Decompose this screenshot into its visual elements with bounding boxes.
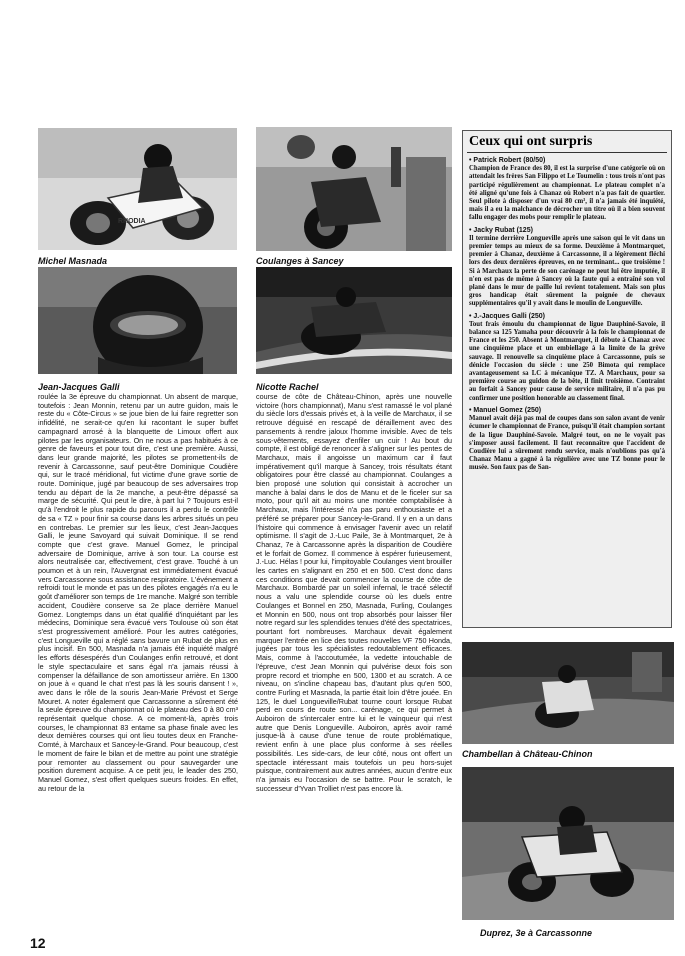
caption-nicotte-rachel: Nicotte Rachel [256,382,319,392]
sidebar-entry-name: • Jacky Rubat (125) [469,226,533,234]
caption-duprez-carcassonne: Duprez, 3e à Carcassonne [480,928,593,938]
sidebar-box [462,130,672,628]
photo-duprez-carcassonne [462,767,674,920]
sidebar-entry-name: • J.-Jacques Galli (250) [469,312,545,320]
page-number: 12 [30,935,46,951]
caption-michel-masnada: Michel Masnada [38,256,108,266]
sidebar-entry [469,227,665,309]
article-column-1 [38,393,238,925]
caption-coulanges-sancey: Coulanges à Sancey [256,256,344,266]
photo-jean-jacques-galli [38,267,237,374]
caption-chambellan-chateau-chinon: Chambellan à Château-Chinon [462,749,593,759]
sidebar-divider [467,152,667,153]
sidebar-entry-text: Il termine derrière Longueville après une saison qui le vit dans un premier temps au mieux de sa forme. Deuxième à Montmarquet, premier à Chanaz, deuxième à Carcassonne, il a légèrement fléchi lors des deux dernières épreuves, en ne terminant... que troisième ! Si à Marchaux la perte de son carénage ne peut lui être imputée, il n'en est pas de même à Sancey où la faute qui a entraîné son vol plané dans le mur de paille lui revient totalement. Mais son plus gros handicap était sûrement la poignée de chevaux supplémentaires qu'il y avait dans le moulin de Longueville. [469,234,665,308]
article-column-2 [256,393,452,925]
article-column-1-text: roulée la 3e épreuve du championnat. Un absent de marque, toutefois : Jean Monnin, retenu par un autre guidon, mais le reste du « Côte-Circus » se joue bien de lui faire regretter son infidélité, ne serait-ce qu'en lui racontant le super buffet campagnard arrosé à la blanquette de Limoux offert aux pilotes par les organisateurs. On ne nous a pas habitués à ce genre de faveurs et pour tout dire, c'est une première. Aussi, dans leur grande majorité, les pilotes se promettent-ils de revenir à Carcassonne, sauf peut-être Dominique Coudière qui, sur le tracé méridional, fut victime d'une grave sortie de route. Dominique, jugé par beaucoup de ses adversaires trop tendu au départ de la 2e manche, a peut-être dépassé sa marge de sécurité. Qui peut le dire, à part lui ? Toujours est-il qu'à l'endroit le plus rapide du parcours il a perdu le contrôle de sa « TZ » pour finir sa course dans les arbres situés un peu en contrebas. Le premier sur les lieux, c'est Jean-Jacques Galli, le jeune Savoyard qui suivait Dominique. Il se rend compte que c'est grave. Manuel Gomez, le principal adversaire de Dominique, arrive à son tour. La course est alors neutralisée car, effectivement, c'est grave. Touché à un poumon et à un rein, l'Auvergnat est immédiatement évacué vers Carcassonne sous assistance respiratoire. L'événement a refroidi tout le monde et pas un des pilotes engagés n'a eu le goût d'améliorer son temps de 1re manche. Malgré son terrible accident, Coudière conserve sa 2e place derrière Manuel Gomez. Longtemps dans un état qualifié d'inquiétant par les médecins, Dominique sera évacué vers Toulouse où son état s'est progressivement amélioré. Pour les autres catégories, c'est Longueville qui a réglé sans bavure un Rubat de plus en plus incisif. En 500, Masnada n'a jamais été inquiété malgré les efforts désespérés d'un Coulanges enfin retrouvé, et dont le style spectaculaire et sans égal n'a jamais réussi à compenser la défaillance de son amortisseur arrière. En 1300 on joue à « quand le chat n'est pas là les souris dansent ! », avec dans le rôle de la souris Jean-Marie Prévost et Serge Mouret. A noter également que Carcassonne a sûrement été la seule épreuve du championnat où le plateau des 0 à 80 cm³ représentait quelque chose. A ce moment-là, après trois courses, le championnat 83 entame sa phase finale avec les deux dernières courses qui ont lieu toutes deux en Franche-Comté, à Marchaux et Sancey-le-Grand. Pour beaucoup, c'est le moment de faire le bilan et de mettre au point une stratégie pour remonter au classement ou pour sauvegarder une position durement acquise. A ce petit jeu, le leader des 250, Manuel Gomez, s'est offert quelques sueurs froides. En effet, au retour de la [38,393,238,793]
sidebar-entry-text: Manuel avait déjà pas mal de coupes dans son salon avant de venir écumer le championnat de France, puisqu'il était champion sortant de la ligue Dauphiné-Savoie. Malgré tout, on ne le voyait pas s'imposer aussi facilement. Il faut reconnaître que l'accident de Coudière lui a sûrement rendu service, mais n'oublions pas qu'à Chanaz Manu a gagné à la régulière avec une TZ bonne pour le musée. Son faux pas de San- [469,415,665,472]
sidebar-entry-text: Champion de France des 80, il est la surprise d'une catégorie où on attendait les frères San Filippo et Le Toumelin : tous trois n'ont pas participé régulièrement au championnat. Le plateau complet n'a été aligné qu'une fois à Chanaz où Robert n'a pas fait de quartier. Seul pilote à disposer d'un vrai 80 cm³, il n'a jamais été inquiété, mais il a eu la malchance de décrocher un titre où il a bien souvent fallu engager des mobs pour remplir le plateau. [469,165,665,222]
article-column-2-text: course de côte de Château-Chinon, après une nouvelle victoire (hors championnat), Manu s'est ramassé le vol plané du siècle lors d'essais privés et, à la veille de Marchaux, il se retrouve déguisé en rescapé de déraillement avec des pansements à rendre jaloux l'homme invisible. Avec de tels sous-vêtements, essayez d'enfiler un cuir ! Au bout du compte, il est obligé de renoncer à s'aligner sur les pentes de Marchaux, mais il angoisse un maximum car il faut impérativement qu'il marque à Sancey, trois résultats étant obligatoires pour être classé au championnat. Coulanges a bien proposé une solution qui consistait à accrocher un manche à balai dans le dos de Manu et de le ficeler sur sa moto, pour qu'il ait au moins une montée comptabilisée à Marchaux, mais l'intéressé n'a pas paru enthousiaste et a préféré se préparer pour Sancey-le-Grand. Il y en a un dans l'histoire qui commence à envisager l'avenir avec un relatif optimisme. Il s'agit de J.-Luc Paile, 3e à Montmarquet, 2e à Chanaz, 7e à Carcassonne après la disparition de Coudière et le forfait de Gomez. Il commence à espérer furieusement, J.-Luc. Hélas ! pour lui, l'impitoyable Coulanges vient brouiller les cartes en s'alignant en 250 et en 500. C'est donc dans ces conditions que devait commencer la course de côte de Marchaux. Bombardé par un soleil infernal, le tracé sélectif nous a valu une splendide course où les duels entre Coulanges et Bonnel en 250, Masnada, Furling, Coulanges et Monnin en 500, nous ont trop absorbés pour laisser filer notre regard sur les splendides tenues d'été des spectatrices, pourtant fort nombreuses. Marchaux devait également marquer l'entrée en lice des toutes nouvelles VF 750 Honda, jugées par tous les spécialistes redoutablement efficaces. Mais, comme à l'accoutumée, la vedette intouchable de l'épreuve, c'est Jean Monnin qui pulvérise deux fois son propre record et triomphe en 500, 1300 et au scratch. A ce niveau, on s'incline chapeau bas, d'autant plus qu'en 500, contre Furling et Masnada, la partie était loin d'être jouée. En 125, le duel Longueville/Rubat tourne court lorsque Rubat perd en cours de route son... carénage, ce qui permet à Auboiron de s'intercaler entre lui et le vainqueur qui n'est autre que Denis Longueville. Auboiron, après avoir ramé jusque-là à cause d'une tenue de route problématique, revient enfin à une place plus conforme à ses réelles possibilités. Les side-cars, de leur côté, nous ont offert un spectacle intéressant mais toutefois un peu hors-sujet puisque, contrairement aux autres années, aucun d'entre eux n'a jamais eu l'occasion de se battre. Pour le scratch, le successeur d'Yvan Trolliet n'est pas encore là. [256,393,452,793]
photo-chambellan-chateau-chinon [462,642,674,744]
photo-coulanges-sancey [256,127,452,251]
caption-jean-jacques-galli: Jean-Jacques Galli [38,382,120,392]
sidebar-entry-text: Tout frais émoulu du championnat de ligue Dauphiné-Savoie, il balance sa 125 Yamaha pour découvrir à la fois le championnat de France et les 250. Absent à Montmarquet, il débute à Chanaz avec une cinquième place et un embiellage à la limite de la grève sauvage. Il renouvelle sa cinquième place à Carcassonne, puis se dénicle l'occasion du siècle : une 250 Bimota qui remplace avantageusement sa LC à mécanique TZ. A Marchaux, pour sa première course au guidon de la bête, il finit troisième. Contraint au forfait à Sancey pour cause de service militaire, il n'a pas pu confirmer une position honorable au classement final. [469,320,665,402]
sidebar-entry [469,313,665,403]
sidebar-entry-name: • Patrick Robert (80/50) [469,157,546,164]
sidebar-entry-name: • Manuel Gomez (250) [469,406,542,414]
sidebar-title: Ceux qui ont surpris [469,134,593,149]
photo-michel-masnada [38,128,237,250]
svg-text:RHODIA: RHODIA [118,218,146,225]
photo-nicotte-rachel [256,267,452,374]
sidebar-body [469,157,665,477]
sidebar-entry [469,407,665,473]
sidebar-entry [469,157,665,223]
